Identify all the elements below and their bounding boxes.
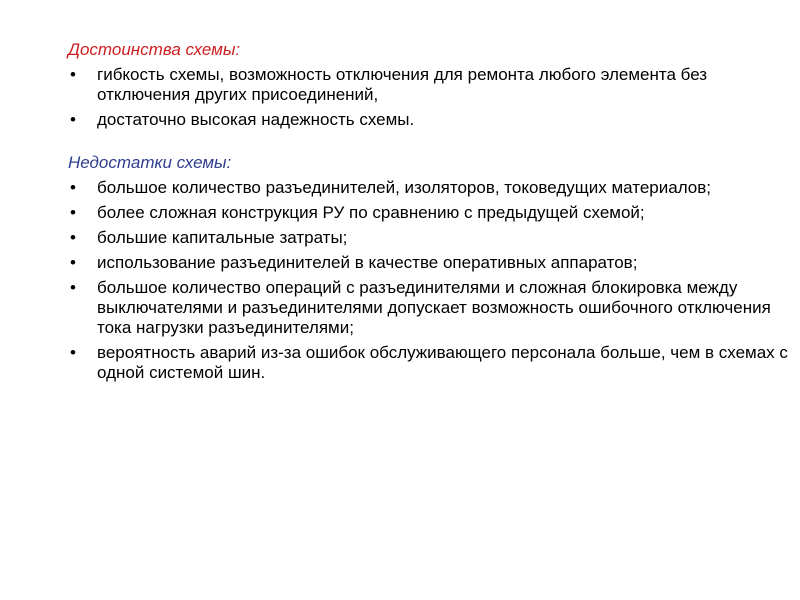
bullet-icon: • [70, 110, 76, 129]
disadvantages-list [68, 178, 788, 383]
advantages-heading: Достоинства схемы: [68, 40, 241, 59]
list-item [68, 343, 788, 383]
list-item-text: гибкость схемы, возможность отключения для ремонта любого элемента без отключения других присоединений, [97, 65, 708, 104]
disadvantages-heading: Недостатки схемы: [68, 153, 232, 172]
list-item [68, 178, 788, 198]
bullet-icon: • [70, 278, 76, 297]
bullet-icon: • [70, 253, 76, 272]
list-item [68, 203, 788, 223]
list-item [68, 253, 788, 273]
list-item-text: использование разъединителей в качестве оперативных аппаратов; [97, 253, 638, 272]
list-item-text: более сложная конструкция РУ по сравнению с предыдущей схемой; [97, 203, 645, 222]
list-item-text: вероятность аварий из-за ошибок обслуживающего персонала больше, чем в схемах с одной системой шин. [97, 343, 788, 382]
bullet-icon: • [70, 228, 76, 247]
bullet-icon: • [70, 65, 76, 84]
bullet-icon: • [70, 178, 76, 197]
list-item-text: большое количество разъединителей, изоляторов, токоведущих материалов; [97, 178, 712, 197]
list-item [68, 110, 788, 130]
slide-content [68, 40, 788, 388]
list-item [68, 65, 788, 105]
section-spacer [68, 135, 788, 153]
list-item [68, 228, 788, 248]
bullet-icon: • [70, 203, 76, 222]
list-item [68, 278, 788, 338]
advantages-list [68, 65, 788, 130]
list-item-text: достаточно высокая надежность схемы. [97, 110, 415, 129]
bullet-icon: • [70, 343, 76, 362]
list-item-text: большие капитальные затраты; [97, 228, 348, 247]
list-item-text: большое количество операций с разъединителями и сложная блокировка между выключателями и разъединителями допускает возможность ошибочного отключения тока нагрузки разъединителями; [97, 278, 771, 337]
